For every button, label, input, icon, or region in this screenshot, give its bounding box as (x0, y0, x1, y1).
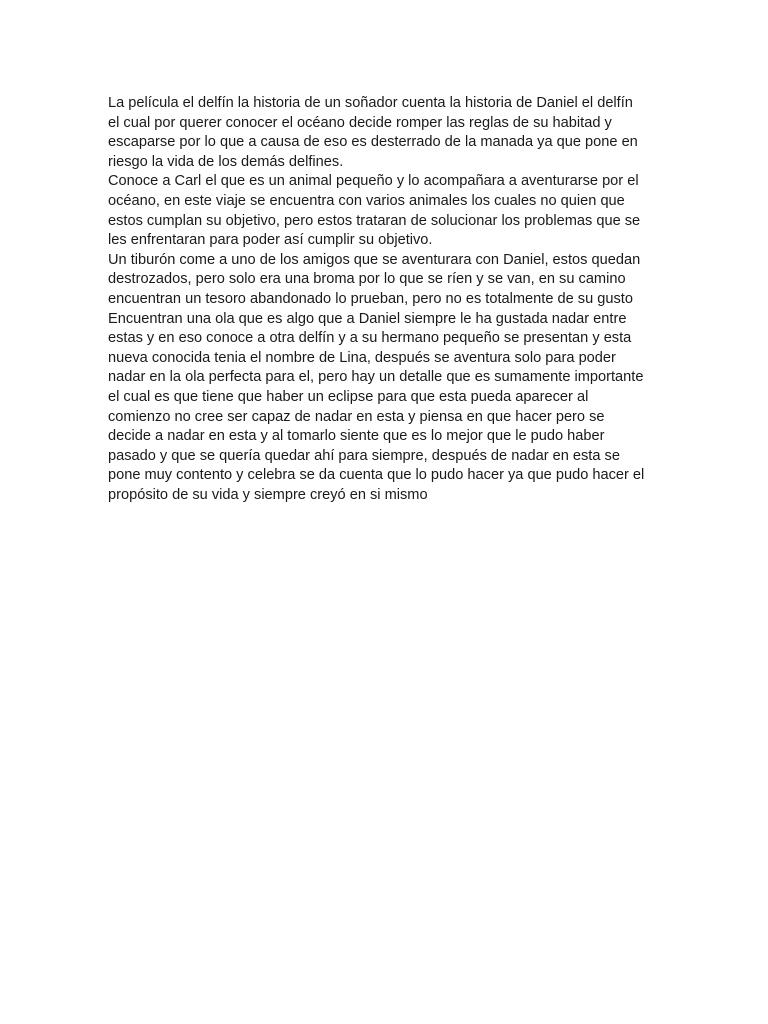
text-line: riesgo la vida de los demás delfines. (108, 153, 344, 170)
text-line: Encuentran una ola que es algo que a Daniel siempre le ha gustada nadar entre (108, 310, 627, 327)
text-line: nadar en la ola perfecta para el, pero hay un detalle que es sumamente importante (108, 369, 644, 386)
text-line: estos cumplan su objetivo, pero estos trataran de solucionar los problemas que se (108, 212, 641, 229)
text-line: escaparse por lo que a causa de eso es desterrado de la manada ya que pone en (108, 134, 638, 151)
text-line: les enfrentaran para poder así cumplir su objetivo. (108, 232, 433, 249)
text-line: destrozados, pero solo era una broma por lo que se ríen y se van, en su camino (108, 271, 626, 288)
text-line: Conoce a Carl el que es un animal pequeño y lo acompañara a aventurarse por el (108, 173, 639, 190)
document-body-text (108, 94, 668, 505)
text-line: La película el delfín la historia de un soñador cuenta la historia de Daniel el delfín (108, 95, 633, 111)
text-line: comienzo no cree ser capaz de nadar en esta y piensa en que hacer pero se (108, 408, 605, 425)
text-line: el cual es que tiene que haber un eclipse para que esta pueda aparecer al (108, 388, 589, 405)
text-line: estas y en eso conoce a otra delfín y a su hermano pequeño se presentan y esta (108, 330, 632, 347)
text-line: propósito de su vida y siempre creyó en si mismo (108, 486, 428, 503)
text-line: Un tiburón come a uno de los amigos que se aventurara con Daniel, estos quedan (108, 251, 641, 268)
text-line: el cual por querer conocer el océano decide romper las reglas de su habitad y (108, 114, 612, 131)
text-line: océano, en este viaje se encuentra con varios animales los cuales no quien que (108, 192, 625, 209)
text-line: encuentran un tesoro abandonado lo prueban, pero no es totalmente de su gusto (108, 290, 633, 307)
text-line: pone muy contento y celebra se da cuenta que lo pudo hacer ya que pudo hacer el (108, 467, 645, 484)
text-line: nueva conocida tenia el nombre de Lina, después se aventura solo para poder (108, 349, 616, 366)
text-line: pasado y que se quería quedar ahí para siempre, después de nadar en esta se (108, 447, 620, 464)
text-line: decide a nadar en esta y al tomarlo siente que es lo mejor que le pudo haber (108, 428, 605, 445)
